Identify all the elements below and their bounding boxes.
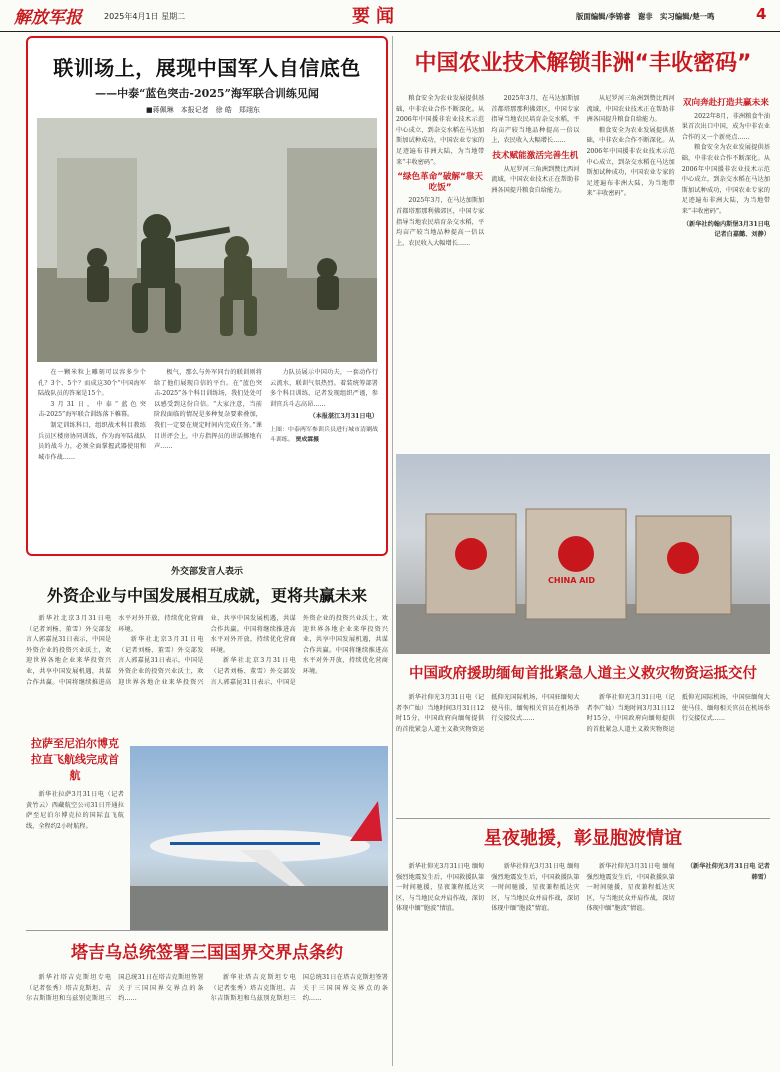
crate-label: CHINA AID <box>548 576 596 585</box>
lead-title: 联训场上，展现中国军人自信底色 <box>53 56 361 80</box>
agri-title: 中国农业技术解锁非洲“丰收密码” <box>414 51 752 76</box>
lead-photo-credit: 贾成霖摄 <box>295 435 319 443</box>
divider <box>396 818 770 819</box>
agri-credit: （新华社约翰内斯堡3月31日电 记者白嘉懿、刘静） <box>682 220 770 239</box>
agri-para: 从尼罗河三角洲到赞比西河流域，中国农业技术正在帮助非洲各国提升粮食自给能力。 <box>491 165 580 194</box>
agri-subhead-3: 双向奔赴打造共赢未来 <box>682 98 769 108</box>
airplane-photo <box>130 746 388 930</box>
tajik-para: 新华社塔吉克斯坦专电（记者张秀）塔吉克斯坦、吉尔吉斯斯坦和乌兹别克斯坦三国总统31日在塔吉克斯坦签署关于三国国界交界点的条约…… <box>26 974 204 1003</box>
lead-dateline: （本报湛江3月31日电） <box>309 413 378 421</box>
tajik-article <box>26 938 388 1068</box>
tajik-title: 塔吉乌总统签署三国国界交界点条约 <box>71 943 343 963</box>
agri-para: 粮食安全为农业发展提供基础，中非农业合作不断深化。从2006年中国援非农业技术示范中心成立，到杂交水稻在马达加斯加试种成功，中国农业专家的足迹遍布非洲大陆，为当地带来“丰收密码”。 <box>681 144 770 215</box>
myanmar-para: 新华社仰光3月31日电（记者李广灿）当地时间3月31日12时15分，中国政府向缅甸提供的首批紧急人道主义救灾物资运抵仰光国际机场，中国驻缅甸大使马佳、缅甸相关官员在机场举行交接仪式…… <box>586 694 770 733</box>
agri-para: 2025年3月，在马达加斯加首都塔那那利佛郊区，中国专家指导当地农民培育杂交水稻，平均亩产较当地品种提高一倍以上，农民收入大幅增长…… <box>491 95 580 145</box>
diplomacy-para: 新华社北京3月31日电（记者刘杨、董雪）外交部发言人郭嘉昆31日表示，中国是外资企业的投资兴业沃土，欢迎世界各地企业来华投资兴业，共享中国发展机遇，共谋合作共赢。中国将继续推进高水平对外开放，持续优化营商环境。 <box>118 615 296 686</box>
editors-credit: 版面编辑/李锦睿 谢非 实习编辑/楚一鸣 <box>576 12 715 21</box>
myanmar-para: 新华社仰光3月31日电（记者李广灿）当地时间3月31日12时15分，中国政府向缅甸提供的首批紧急人道主义救灾物资运抵仰光国际机场，中国驻缅甸大使马佳、缅甸相关官员在机场举行交接仪式…… <box>396 694 580 733</box>
diplomacy-title: 外资企业与中国发展相互成就，更将共赢未来 <box>46 586 367 605</box>
myanmar-article <box>396 662 770 827</box>
aid-crates-illustration <box>396 454 770 654</box>
rescue-article <box>396 824 770 1064</box>
lead-para: 制定训练科目，组织战术科目教练兵员区楼房协同训练，作为海军陆战队员的战斗力，必须全面掌握武器使用和城市作战…… <box>38 421 146 461</box>
tajik-para: 新华社塔吉克斯坦专电（记者张秀）塔吉克斯坦、吉尔吉斯斯坦和乌兹别克斯坦三国总统31日在塔吉克斯坦签署关于三国国界交界点的条约…… <box>210 974 388 1003</box>
tajik-body <box>26 973 388 1063</box>
agri-subhead-1: “绿色革命”破解“靠天吃饭” <box>397 172 483 193</box>
rescue-body <box>396 862 770 1052</box>
agri-para: 粮食安全为农业发展提供基础，中非农业合作不断深化。从2006年中国援非农业技术示范中心成立，到杂交水稻在马达加斯加试种成功，中国农业专家的足迹遍布非洲大陆，为当地带来“丰收密码”。 <box>396 95 485 166</box>
lead-para: 3月31日，中泰“蓝色突击-2025”海军联合训练落下帷幕。 <box>38 400 146 419</box>
rescue-para: 新华社仰光3月31日电 缅甸强烈地震发生后，中国救援队第一时间驰援，星夜兼程抵达灾区，与当地民众并肩作战，深切体现中缅“胞波”情谊。 <box>396 863 485 913</box>
diplomacy-para: 新华社北京3月31日电（记者刘杨、董雪）外交部发言人郭嘉昆31日表示，中国是外资企业的投资兴业沃土，欢迎世界各地企业来华投资兴业，共享中国发展机遇，共谋合作共赢。中国将继续推进高水平对外开放，持续优化营商环境。 <box>26 615 204 686</box>
rescue-credit: （新华社仰光3月31日电 记者韩雪） <box>686 863 770 881</box>
divider <box>392 36 393 1066</box>
diplomacy-kicker: 外交部发言人表示 <box>170 567 243 577</box>
lead-body <box>38 368 378 528</box>
newspaper-logo: 解放军报 <box>14 8 82 28</box>
lasa-article <box>26 736 124 926</box>
rescue-para: 新华社仰光3月31日电 缅甸强烈地震发生后，中国救援队第一时间驰援，星夜兼程抵达灾区，与当地民众并肩作战，深切体现中缅“胞波”情谊。 <box>586 863 675 913</box>
soldiers-training-illustration <box>37 118 377 362</box>
issue-date: 2025年4月1日 星期二 <box>104 12 186 21</box>
lead-article <box>26 36 388 556</box>
lead-photo-caption: 上图：中泰两军参训兵员进行城市清剿战斗训练。 <box>270 426 378 443</box>
myanmar-body <box>396 693 770 813</box>
masthead <box>0 0 780 32</box>
lead-subtitle: ——中泰“蓝色突击-2025”海军联合训练见闻 <box>95 87 319 100</box>
diplomacy-article <box>26 564 388 734</box>
myanmar-title: 中国政府援助缅甸首批紧急人道主义救灾物资运抵交付 <box>409 666 757 682</box>
page-number: 4 <box>756 5 767 23</box>
section-title: 要闻 <box>352 6 400 27</box>
lead-para-col3: 力队员展示中国功夫，一套动作行云流水，联训气氛热烈。着装统筹部署多个科目训练，记者发现组织严谨，参训官兵斗志高昂…… <box>270 369 378 408</box>
rescue-title: 星夜驰援，彰显胞波情谊 <box>484 828 682 849</box>
lasa-title: 拉萨至尼泊尔博克拉直飞航线完成首航 <box>31 737 119 782</box>
agri-para: 粮食安全为农业发展提供基础，中非农业合作不断深化。从2006年中国援非农业技术示范中心成立，到杂交水稻在马达加斯加试种成功，中国农业专家的足迹遍布非洲大陆，为当地带来“丰收密码”。 <box>586 126 675 198</box>
agri-body <box>396 94 770 514</box>
agri-para: 2025年3月，在马达加斯加首都塔那那利佛郊区，中国专家指导当地农民培育杂交水稻，平均亩产较当地品种提高一倍以上，农民收入大幅增长…… <box>396 197 485 247</box>
agri-para: 2022年8月，非洲粮食牛油果首次出口中国，成为中非农业合作的又一个新亮点…… <box>681 112 770 141</box>
agri-para: 从尼罗河三角洲到赞比西河流域，中国农业技术正在帮助非洲各国提升粮食自给能力。 <box>586 95 675 124</box>
lead-para-col2: 极气，那么与外军同台的联训则将给了他们展现自信的平台。在“蓝色突击-2025”各个科目训练场，我们处处可以感受到这份自信。“大家注意，当前阶段面临的情况是多种复杂要素叠加，我们一定要在规定时间内完成任务。”课目讲评会上，中方指挥员的讲话掷地有声…… <box>154 369 262 451</box>
rescue-para: 新华社仰光3月31日电 缅甸强烈地震发生后，中国救援队第一时间驰援，星夜兼程抵达灾区，与当地民众并肩作战，深切体现中缅“胞波”情谊。 <box>491 863 580 913</box>
myanmar-aid-photo <box>396 454 770 654</box>
airplane-illustration <box>130 746 388 930</box>
diplomacy-body <box>26 614 388 714</box>
lasa-body <box>26 790 124 920</box>
diplomacy-para: 新华社北京3月31日电（记者刘杨、董雪）外交部发言人郭嘉昆31日表示，中国是外资企业的投资兴业沃土，欢迎世界各地企业来华投资兴业，共享中国发展机遇，共谋合作共赢。中国将继续推进高水平对外开放，持续优化营商环境。 <box>210 615 388 686</box>
divider <box>26 930 388 931</box>
lead-para: 在一颗米粒上雕刻可以容多少个孔？3个、5个？而成这30个“中国海军陆战队员的答案是15个。 <box>38 369 146 398</box>
lead-photo <box>37 118 377 362</box>
lead-byline: ■蒋佩琳 本报记者 徐 皓 郑翊东 <box>146 106 260 114</box>
lasa-para: 新华社拉萨3月31日电（记者黄竹云）西藏航空公司31日开通拉萨至尼泊尔博克拉的国际直飞航线，全程约2小时航程。 <box>26 791 124 830</box>
agri-subhead-2: 技术赋能激活完善生机 <box>492 150 579 161</box>
